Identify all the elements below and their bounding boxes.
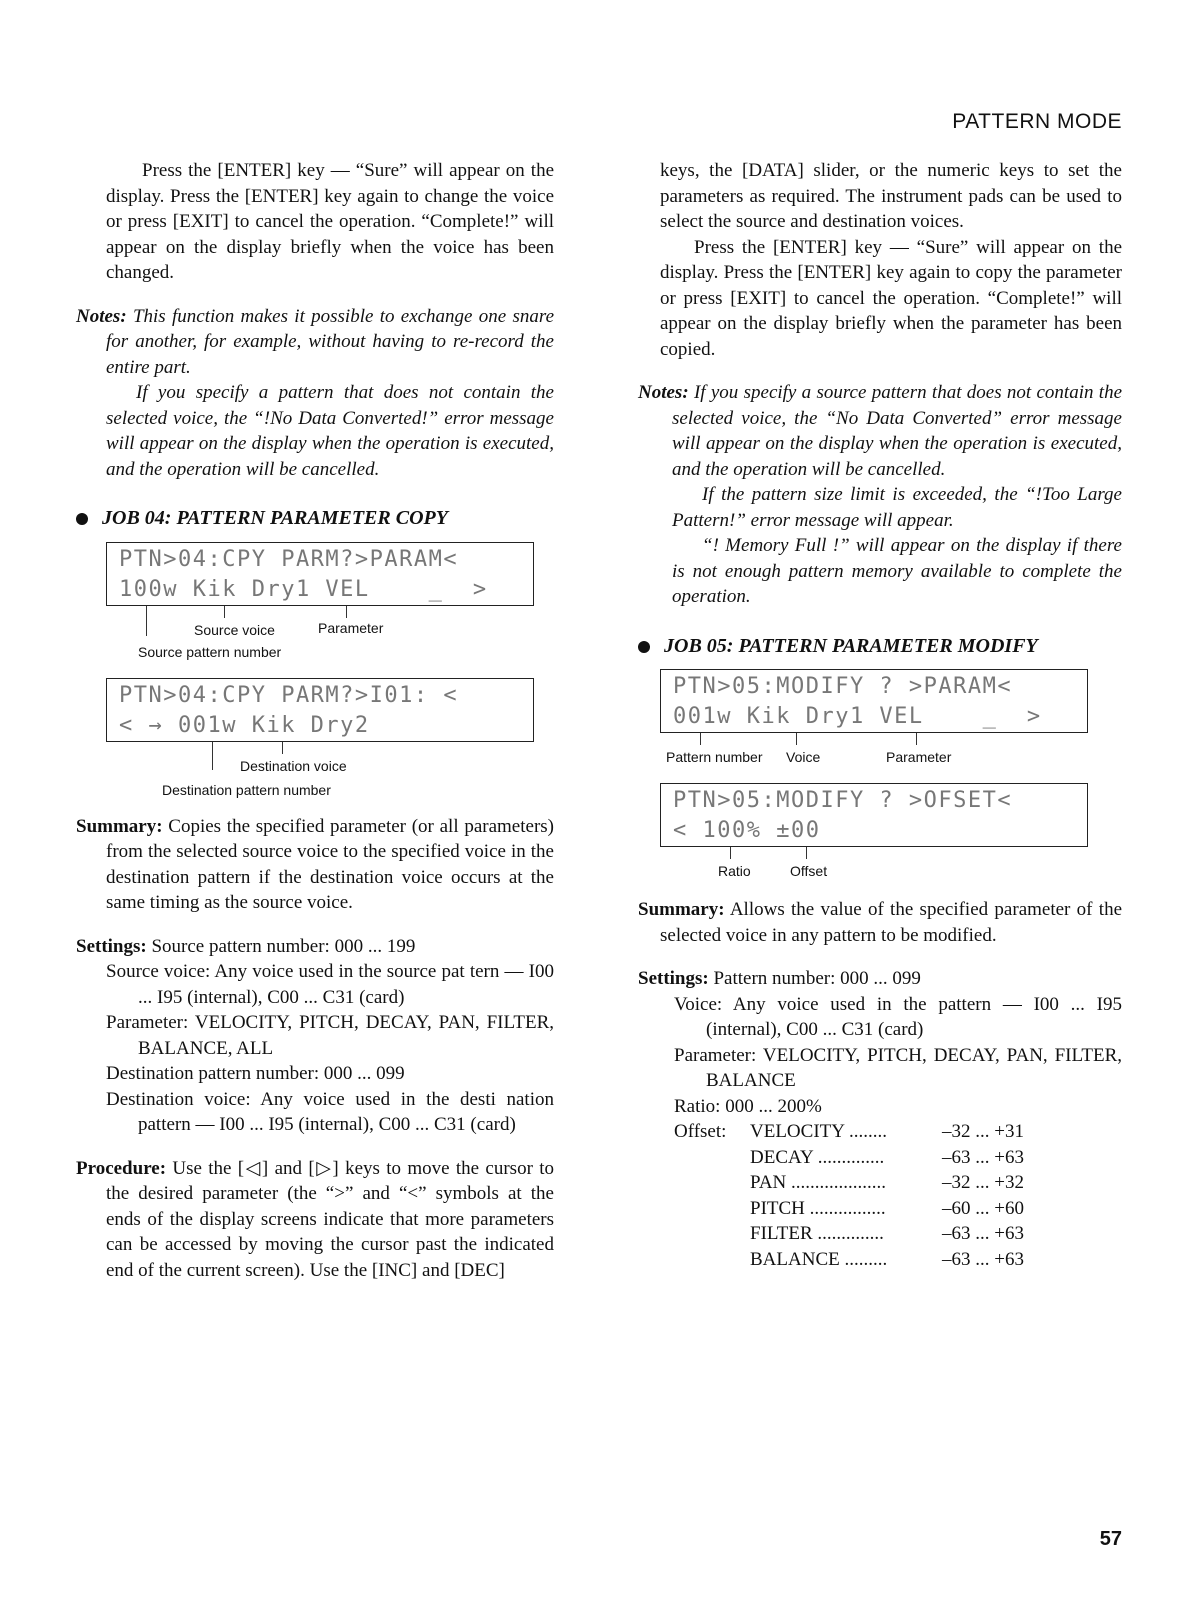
- lcd-display-job05-a: [660, 669, 1088, 733]
- offset-row: [750, 1221, 1024, 1247]
- settings-label: Settings:: [76, 935, 147, 957]
- summary-block: [638, 897, 1122, 948]
- notes-text-3: “! Memory Full !” will appear on the display if there is not enough pattern memory available to complete the operation.: [672, 535, 1122, 607]
- offset-range: –63 ... +63: [942, 1248, 1024, 1270]
- lcd-line-2: < 100% ±00: [673, 818, 821, 843]
- left-column: [76, 158, 554, 1283]
- offset-row: [750, 1247, 1024, 1273]
- procedure-label: Procedure:: [76, 1157, 167, 1179]
- lcd-display-job05-b: [660, 783, 1088, 847]
- lcd-labels-job05-a: [660, 733, 1122, 773]
- offset-param-name: FILTER ..............: [750, 1223, 884, 1244]
- label-offset: Offset: [790, 863, 828, 879]
- lcd-line-1: PTN>04:CPY PARM?>PARAM<: [119, 546, 459, 572]
- job-05-title: JOB 05: PATTERN PARAMETER MODIFY: [664, 634, 1038, 657]
- offset-row: [750, 1170, 1024, 1196]
- settings-item-2: Source voice: Any voice used in the source pat tern — I00 ... I95 (internal), C00 ... C31 (card): [106, 961, 554, 1008]
- summary-text: Copies the specified parameter (or all parameters) from the selected source voice to the specified voice in the destination pattern if the destination voice occurs at the same timing as the source voice.: [106, 815, 555, 913]
- offset-row: [750, 1119, 1024, 1145]
- notes-label: Notes:: [638, 382, 689, 403]
- procedure-text: Use the [◁] and [▷] keys to move the cursor to the desired parameter (the “>” and “<” symbols at the ends of the display screens indicate that more parameters can be accessed by moving the cursor past the indicated end of the current screen). Use the [INC] and [DEC]: [106, 1157, 555, 1281]
- offset-list: [750, 1119, 1024, 1272]
- settings-item-4: Ratio: 000 ... 200%: [674, 1095, 822, 1117]
- offset-label: Offset:: [674, 1121, 727, 1142]
- summary-label: Summary:: [76, 815, 163, 837]
- settings-item-5: Destination voice: Any voice used in the desti nation pattern — I00 ... I95 (internal), C00 ... C31 (card): [106, 1088, 554, 1135]
- lcd-line-1: PTN>05:MODIFY ? >OFSET<: [673, 788, 1013, 813]
- offset-row: [750, 1145, 1024, 1171]
- offset-range: –32 ... +32: [942, 1172, 1024, 1193]
- bullet-icon: [638, 641, 650, 653]
- lcd-line-1: PTN>04:CPY PARM?>I01: <: [119, 682, 459, 708]
- label-ratio: Ratio: [718, 863, 751, 879]
- lcd-labels-job05-b: [660, 847, 1122, 887]
- enter-paragraph: Press the [ENTER] key — “Sure” will appear on the display. Press the [ENTER] key again to copy the parameter or press [EXIT] to cancel the operation. “Complete!” will appear on the display briefly when the parameter has been copied.: [660, 236, 1122, 360]
- lcd-line-2: 100w Kik Dry1 VEL _ >: [119, 576, 488, 602]
- notes-block: [638, 380, 1122, 482]
- lcd-display-job04-b: [106, 678, 534, 742]
- settings-item-4: Destination pattern number: 000 ... 099: [106, 1063, 405, 1084]
- offset-param-name: VELOCITY ........: [750, 1121, 888, 1142]
- settings-item-3: Parameter: VELOCITY, PITCH, DECAY, PAN, FILTER, BALANCE: [674, 1044, 1122, 1091]
- offset-row: [750, 1196, 1024, 1222]
- lcd-labels-job04-a: [106, 606, 554, 668]
- label-parameter: Parameter: [886, 749, 952, 765]
- summary-label: Summary:: [638, 899, 725, 920]
- label-source-pattern: Source pattern number: [138, 643, 282, 660]
- settings-item-3: Parameter: VELOCITY, PITCH, DECAY, PAN, FILTER, BALANCE, ALL: [106, 1012, 554, 1059]
- offset-range: –60 ... +60: [942, 1197, 1024, 1219]
- bullet-icon: [76, 513, 88, 525]
- lcd-line-1: PTN>05:MODIFY ? >PARAM<: [673, 674, 1013, 699]
- offset-param-name: DECAY ..............: [750, 1146, 885, 1168]
- page-number: 57: [1099, 1528, 1122, 1550]
- label-pattern-number: Pattern number: [666, 749, 763, 765]
- label-destination-pattern: Destination pattern number: [162, 781, 331, 798]
- offset-range: –63 ... +63: [942, 1146, 1024, 1168]
- continued-paragraph: keys, the [DATA] slider, or the numeric keys to set the parameters as required. The instrument pads can be used to select the source and destination voices.: [660, 160, 1122, 232]
- settings-label: Settings:: [638, 968, 709, 989]
- page-header: PATTERN MODE: [952, 110, 1122, 133]
- notes-text-1: If you specify a source pattern that does not contain the selected voice, the “No Data Converted” error message will appear on the display when the operation is executed, and the operation will be cancelled.: [672, 382, 1122, 480]
- notes-label: Notes:: [76, 305, 127, 327]
- label-parameter: Parameter: [318, 619, 384, 636]
- offset-param-name: BALANCE .........: [750, 1248, 888, 1270]
- label-source-voice: Source voice: [194, 621, 275, 638]
- offset-table: [638, 1119, 1122, 1272]
- settings-item-1: Pattern number: 000 ... 099: [713, 968, 921, 989]
- procedure-block: [76, 1156, 554, 1284]
- settings-item-2: Voice: Any voice used in the pattern — I00 ... I95 (internal), C00 ... C31 (card): [674, 993, 1122, 1040]
- lcd-line-2: < → 001w Kik Dry2: [119, 712, 370, 738]
- label-destination-voice: Destination voice: [240, 757, 347, 774]
- lcd-labels-job04-b: [106, 742, 554, 804]
- offset-param-name: PITCH ................: [750, 1197, 886, 1219]
- job-04-heading: [76, 506, 554, 532]
- lcd-display-job04-a: [106, 542, 534, 606]
- offset-param-name: PAN ....................: [750, 1172, 887, 1193]
- job-04-title: JOB 04: PATTERN PARAMETER COPY: [102, 507, 448, 529]
- offset-range: –32 ... +31: [942, 1121, 1024, 1142]
- settings-block: [638, 966, 1122, 992]
- summary-block: [76, 814, 554, 916]
- settings-block: [76, 934, 554, 960]
- right-column: [638, 158, 1122, 1272]
- notes-text-2: If the pattern size limit is exceeded, the “!Too Large Pattern!” error message will appear.: [672, 484, 1122, 531]
- notes-block: [76, 304, 554, 381]
- intro-paragraph: Press the [ENTER] key — “Sure” will appear on the display. Press the [ENTER] key again to change the voice or press [EXIT] to cancel the operation. “Complete!” will appear on the display briefly when the voice has been changed.: [106, 160, 554, 283]
- settings-item-1: Source pattern number: 000 ... 199: [151, 935, 416, 957]
- label-voice: Voice: [786, 749, 821, 765]
- notes-text-1: This function makes it possible to exchange one snare for another, for example, without having to re-record the entire part.: [106, 305, 555, 378]
- lcd-line-2: 001w Kik Dry1 VEL _ >: [673, 704, 1042, 729]
- offset-range: –63 ... +63: [942, 1223, 1024, 1244]
- summary-text: Allows the value of the specified parameter of the selected voice in any pattern to be modified.: [660, 899, 1122, 946]
- job-05-heading: [638, 634, 1122, 660]
- notes-text-2: If you specify a pattern that does not contain the selected voice, the “!No Data Converted!” error message will appear on the display when the operation is executed, and the operation will be cancelled.: [106, 382, 554, 480]
